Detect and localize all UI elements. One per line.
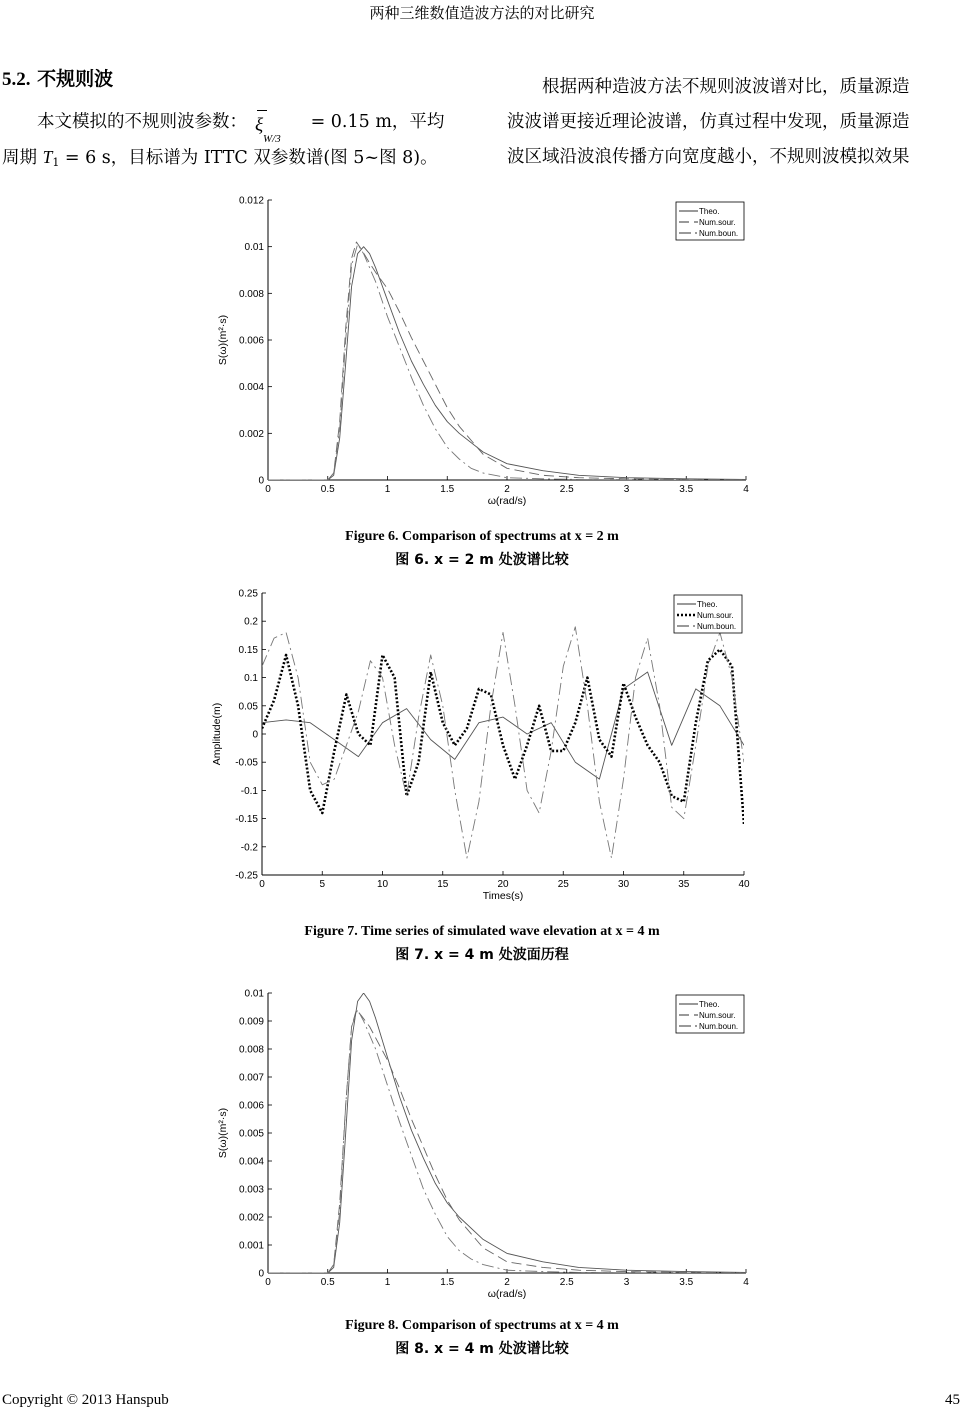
left-line-2-text: 周期 xyxy=(2,148,43,168)
series-line-theo- xyxy=(262,672,744,779)
x-axis-label: Times(s) xyxy=(482,890,524,902)
xi-symbol xyxy=(247,111,305,145)
y-tick-label: -0.15 xyxy=(235,814,258,826)
legend-label: Theo. xyxy=(699,207,720,216)
figure-7-caption-en: Figure 7. Time series of simulated wave elevation at x = 4 m xyxy=(304,924,660,939)
x-tick-label: 4 xyxy=(743,484,749,495)
x-tick-label: 0 xyxy=(265,484,271,495)
y-tick-label: 0 xyxy=(258,1268,264,1280)
series-line-num-boun- xyxy=(268,244,746,480)
y-tick-label: 0.001 xyxy=(238,1240,264,1252)
y-tick-label: -0.25 xyxy=(235,870,258,882)
figure-8-caption-en: Figure 8. Comparison of spectrums at x = 4 m xyxy=(345,1318,619,1333)
legend-label: Num.sour. xyxy=(697,611,734,620)
x-tick-label: 1 xyxy=(384,1277,391,1288)
right-paragraph xyxy=(507,70,964,175)
x-tick-label: 3 xyxy=(623,1277,630,1288)
legend-label: Num.sour. xyxy=(699,218,736,227)
legend-label: Num.boun. xyxy=(699,1022,739,1031)
t-subscript: 1 xyxy=(52,156,60,169)
legend-label: Theo. xyxy=(697,600,718,609)
y-tick-label: 0.01 xyxy=(244,242,264,254)
y-axis-label: S(ω)(m²·s) xyxy=(217,1107,229,1159)
x-tick-label: 1.5 xyxy=(440,484,455,495)
xi-subscript: W/3 xyxy=(263,133,281,145)
right-line-1 xyxy=(507,70,964,105)
series-line-num-sour- xyxy=(268,1010,746,1273)
y-tick-label: 0.006 xyxy=(238,335,264,347)
y-tick-label: 0.2 xyxy=(244,616,258,628)
x-tick-label: 3.5 xyxy=(679,484,694,495)
figure-6-caption-cn: 图 6. x = 2 m 处波谱比较 xyxy=(395,552,569,568)
left-line-2-rest: = 6 s，目标谱为 ITTC 双参数谱(图 5~图 8)。 xyxy=(59,148,438,168)
right-line-2: 波波谱更接近理论波谱，仿真过程中发现，质量源造 xyxy=(507,112,910,132)
x-tick-label: 2.5 xyxy=(559,484,574,495)
series-line-num-boun- xyxy=(268,1010,746,1273)
section-title: 不规则波 xyxy=(37,68,114,90)
figure-8-chart xyxy=(0,983,964,1303)
left-line-1-rest: = 0.15 m，平均 xyxy=(305,112,445,132)
x-tick-label: 3.5 xyxy=(679,1277,694,1288)
x-tick-label: 3 xyxy=(623,484,630,495)
figure-7-chart xyxy=(0,583,964,908)
y-tick-label: 0.002 xyxy=(238,1212,264,1224)
x-tick-label: 2 xyxy=(504,484,510,495)
x-tick-label: 40 xyxy=(738,879,750,890)
x-tick-label: 4 xyxy=(743,1277,749,1288)
footer-copyright: Copyright © 2013 Hanspub xyxy=(2,1392,169,1408)
x-tick-label: 2.5 xyxy=(559,1277,574,1288)
x-tick-label: 20 xyxy=(497,879,509,890)
y-tick-label: -0.05 xyxy=(235,757,258,769)
left-line-1 xyxy=(2,105,472,145)
y-tick-label: 0.004 xyxy=(238,1156,264,1168)
y-tick-label: 0 xyxy=(252,729,258,741)
y-tick-label: 0.01 xyxy=(244,988,264,1000)
section-heading xyxy=(2,64,113,91)
y-tick-label: -0.2 xyxy=(240,842,258,854)
section-number: 5.2. xyxy=(2,69,31,90)
x-tick-label: 1.5 xyxy=(440,1277,455,1288)
y-tick-label: 0.25 xyxy=(238,588,258,600)
xi-glyph: ξ xyxy=(255,115,264,136)
x-tick-label: 2 xyxy=(504,1277,510,1288)
x-tick-label: 0 xyxy=(265,1277,271,1288)
t-symbol: T xyxy=(42,147,53,167)
x-tick-label: 0.5 xyxy=(320,1277,335,1288)
x-tick-label: 30 xyxy=(617,879,630,890)
x-axis-label: ω(rad/s) xyxy=(487,495,527,507)
y-tick-label: 0.004 xyxy=(238,382,264,394)
y-axis-label: Amplitude(m) xyxy=(211,702,223,766)
y-tick-label: 0.002 xyxy=(238,428,264,440)
y-tick-label: 0.006 xyxy=(238,1100,264,1112)
series-line-theo- xyxy=(268,247,746,480)
x-tick-label: 1 xyxy=(384,484,391,495)
series-line-theo- xyxy=(268,993,746,1273)
y-tick-label: 0.008 xyxy=(238,1044,264,1056)
right-line-1-text: 根据两种造波方法不规则波波谱对比，质量源造 xyxy=(542,77,910,97)
series-line-num-sour- xyxy=(268,242,746,480)
left-paragraph xyxy=(2,105,472,180)
y-tick-label: -0.1 xyxy=(240,785,258,797)
x-tick-label: 5 xyxy=(319,879,326,890)
left-line-1-text: 本文模拟的不规则波参数： xyxy=(37,112,247,132)
y-tick-label: 0.005 xyxy=(238,1128,264,1140)
series-line-num-sour- xyxy=(262,649,744,824)
x-tick-label: 35 xyxy=(678,879,690,890)
running-head: 两种三维数值造波方法的对比研究 xyxy=(369,4,595,22)
left-line-2 xyxy=(2,140,472,180)
legend-label: Num.boun. xyxy=(699,229,739,238)
y-axis-label: S(ω)(m²·s) xyxy=(217,314,229,366)
y-tick-label: 0.1 xyxy=(244,673,258,685)
legend-label: Num.boun. xyxy=(697,622,737,631)
figure-6-chart xyxy=(0,190,964,510)
y-tick-label: 0.15 xyxy=(238,644,258,656)
x-tick-label: 0.5 xyxy=(320,484,335,495)
y-tick-label: 0.05 xyxy=(238,701,258,713)
y-tick-label: 0.008 xyxy=(238,288,264,300)
x-axis-label: ω(rad/s) xyxy=(487,1288,527,1300)
figure-8-caption-cn: 图 8. x = 4 m 处波谱比较 xyxy=(395,1341,569,1357)
figure-6-caption-en: Figure 6. Comparison of spectrums at x = 2 m xyxy=(345,529,619,544)
x-tick-label: 10 xyxy=(376,879,389,890)
y-tick-label: 0.009 xyxy=(238,1016,264,1028)
y-tick-label: 0.012 xyxy=(238,195,264,207)
legend-label: Theo. xyxy=(699,1000,720,1009)
x-tick-label: 0 xyxy=(259,879,265,890)
y-tick-label: 0.003 xyxy=(238,1184,264,1196)
right-line-3: 波区域沿波浪传播方向宽度越小，不规则波模拟效果 xyxy=(507,147,910,167)
figure-7-caption-cn: 图 7. x = 4 m 处波面历程 xyxy=(395,947,569,963)
x-tick-label: 15 xyxy=(437,879,449,890)
y-tick-label: 0.007 xyxy=(238,1072,264,1084)
page-number: 45 xyxy=(945,1392,960,1408)
x-tick-label: 25 xyxy=(557,879,569,890)
legend-label: Num.sour. xyxy=(699,1011,736,1020)
y-tick-label: 0 xyxy=(258,475,264,487)
